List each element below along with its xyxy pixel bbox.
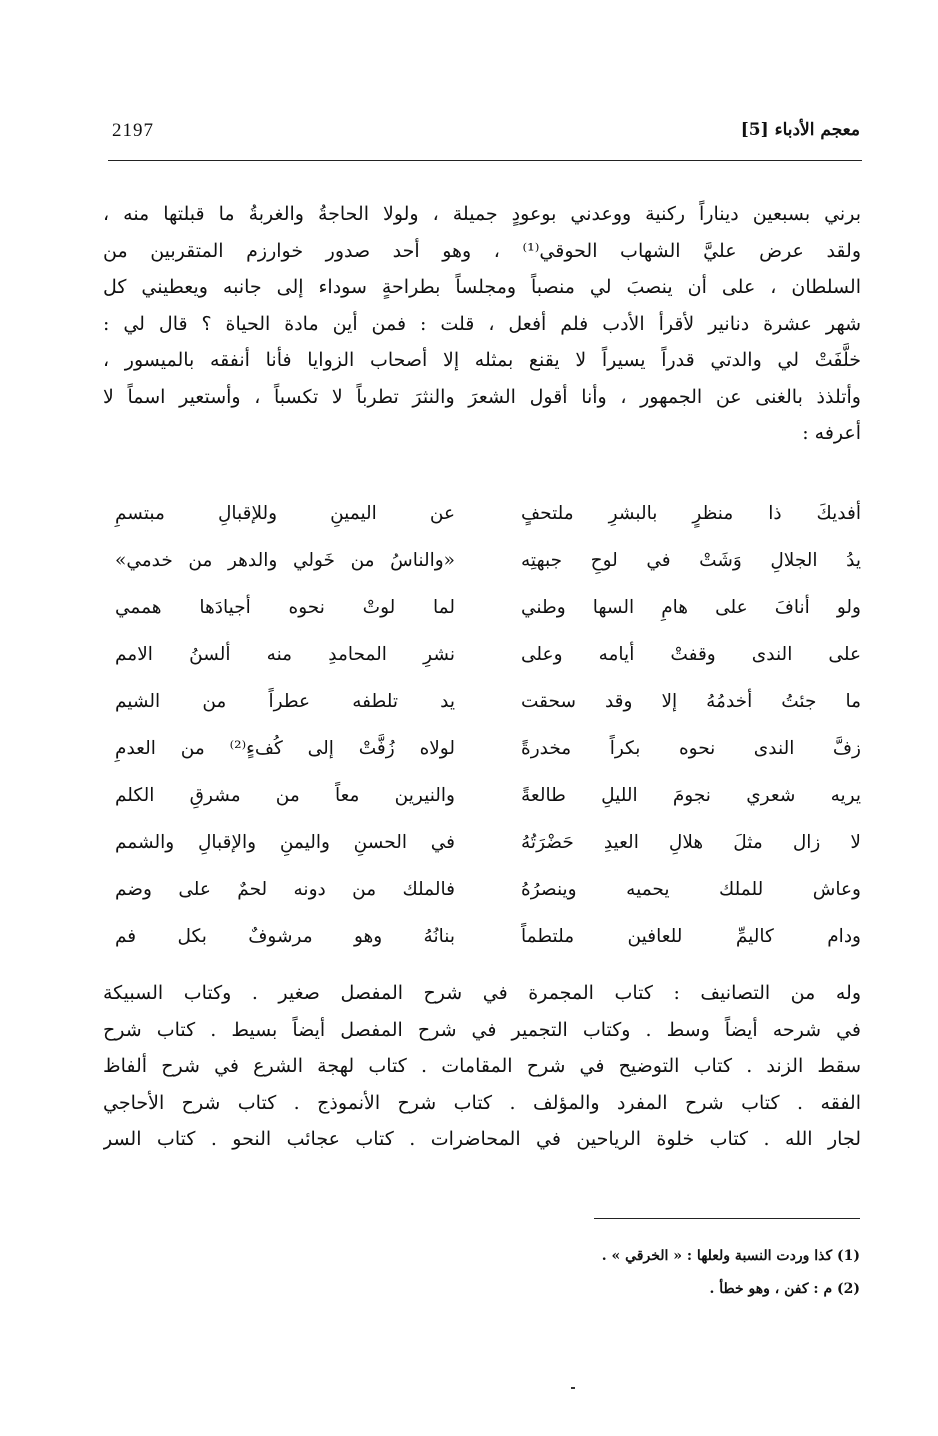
prose-line: برني بسبعين ديناراً ركنية ووعدني بوعودٍ جميلة ، ولولا الحاجةُ والغربةُ ما قبلتها منه ، — [103, 203, 861, 225]
prose-top — [103, 196, 861, 452]
prose-line: خلَّفَتْ لي والدتي قدراً يسيراً لا يقنع بمثله إلا أصحاب الزوايا فأنا أنفقه بالميسور ، — [103, 349, 861, 371]
footnote: (2) م : كفن ، وهو خطأ . — [709, 1281, 860, 1297]
poem-verse — [103, 920, 861, 967]
prose-line: وأتلذذ بالغنى عن الجمهور ، وأنا أقول الشعرَ والنثرَ تطرباً لا تكسباً ، وأستعير اسماً لا — [103, 385, 861, 408]
running-title: معجم الأدباء [5] — [740, 120, 860, 140]
footnotes — [440, 1240, 860, 1306]
page-header — [112, 120, 860, 150]
poem-verse — [103, 826, 861, 873]
prose-line: لجار الله . كتاب خلوة الرياحين في المحاضرات . كتاب عجائب النحو . كتاب السر — [103, 1128, 861, 1150]
verse-first-hemistich: ودام كاليمِّ للعافين ملتطماً — [521, 926, 861, 947]
verse-second-hemistich: يد تلطفه عطراً من الشيم — [115, 691, 455, 712]
page-number: 2197 — [112, 120, 154, 141]
prose-line: في شرحه أيضاً وسط . وكتاب التجمير في شرح المفصل أيضاً بسيط . كتاب شرح — [103, 1018, 861, 1041]
verse-second-hemistich: في الحسنِ واليمنِ والإقبالِ والشمم — [115, 832, 455, 853]
prose-line: شهر عشرة دنانير لأقرأ الأدب فلم أفعل ، قلت : فمن أين مادة الحياة ؟ قال لي : — [103, 312, 861, 335]
poem-verse — [103, 779, 861, 826]
verse-second-hemistich: لولاه زُفَّتْ إلى كُفءٍ⁽²⁾ من العدمِ — [115, 738, 456, 759]
prose-line: أعرفه : — [802, 422, 861, 444]
verse-first-hemistich: على الندى وقفتْ أيامه وعلى — [521, 644, 861, 665]
poem-verse — [103, 685, 861, 732]
verse-second-hemistich: والنيرين معاً من مشرقِ الكلم — [115, 785, 455, 806]
verse-first-hemistich: لا زال مثلَ هلالِ العيدِ حَضْرَتُهُ — [521, 832, 861, 853]
poem-verse — [103, 497, 861, 544]
prose-line: ولقد عرض عليَّ الشهاب الحوقي⁽¹⁾ ، وهو أحد صدور خوارزم المتقربين من — [103, 239, 861, 262]
poem-verse — [103, 638, 861, 685]
verse-second-hemistich: بنانُهُ وهو مرشوفٌ بكل فم — [115, 926, 455, 947]
verse-first-hemistich: يدُ الجلالِ وَشَتْ في لوحِ جبهتِه — [521, 550, 861, 571]
verse-first-hemistich: أفديكَ ذا منظرٍ بالبشرِ ملتحفٍ — [521, 503, 861, 524]
verse-first-hemistich: ولو أنافَ على هامِ السها وطني — [521, 597, 861, 618]
verse-second-hemistich: نشرِ المحامدِ منه ألسنُ الامم — [115, 644, 455, 665]
header-rule — [108, 160, 862, 161]
verse-first-hemistich: ما جئتُ أخدمُهُ إلا وقد سحقت — [521, 691, 861, 712]
prose-bottom — [103, 975, 861, 1158]
footnote-rule — [594, 1218, 860, 1219]
prose-line: الفقه . كتاب شرح المفرد والمؤلف . كتاب شرح الأنموذج . كتاب شرح الأحاجي — [103, 1091, 861, 1114]
prose-line: وله من التصانيف : كتاب المجمرة في شرح المفصل صغير . وكتاب السبيكة — [103, 982, 861, 1004]
poem-verse — [103, 591, 861, 638]
verse-second-hemistich: عن اليمينِ وللإقبالِ مبتسمِ — [115, 503, 455, 524]
prose-line: السلطان ، على أن ينصبَ لي منصباً ومجلساً بطراحةٍ سوداء إلى جانبه ويعطيني كل — [103, 276, 861, 298]
verse-first-hemistich: وعاش للملك يحميه وينصرُهُ — [521, 879, 861, 900]
footnote: (1) كذا وردت النسبة ولعلها : « الخرقي » . — [601, 1248, 860, 1264]
prose-line: سقط الزند . كتاب التوضيح في شرح المقامات . كتاب لهجة الشرع في شرح ألفاظ — [103, 1055, 861, 1077]
poem-verse — [103, 544, 861, 591]
poem-verse — [103, 732, 861, 779]
verse-second-hemistich: «والناسُ من خَولي والدهر من خدمي» — [115, 550, 455, 571]
poem-verse — [103, 873, 861, 920]
poem — [103, 497, 861, 967]
verse-second-hemistich: فالملك من دونه لحمٌ على وضم — [115, 879, 455, 900]
verse-second-hemistich: لما لوتْ نحوه أجيادَها هممي — [115, 597, 455, 618]
scan-speck — [571, 1387, 575, 1389]
verse-first-hemistich: زفَّ الندى نحوه بكراً مخدرةً — [521, 738, 861, 759]
verse-first-hemistich: يريه شعري نجومَ الليلِ طالعةً — [521, 785, 861, 806]
